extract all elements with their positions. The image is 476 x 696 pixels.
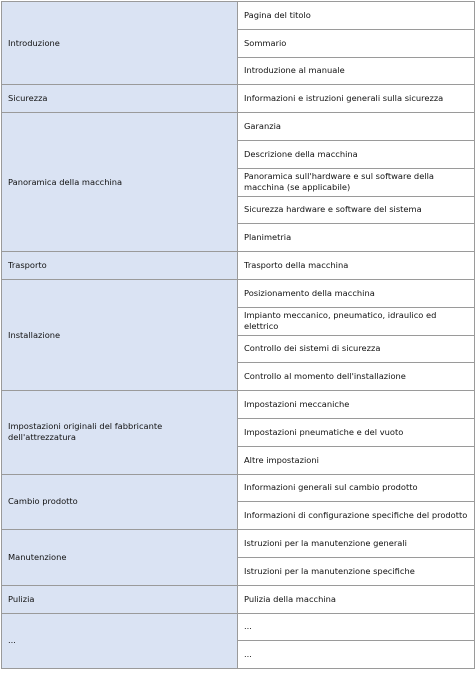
section-item: Istruzioni per la manutenzione specifiche <box>238 557 475 585</box>
section-title: Trasporto <box>2 252 238 280</box>
table-body <box>2 2 475 669</box>
section-item: Controllo dei sistemi di sicurezza <box>238 335 475 363</box>
section-title: Introduzione <box>2 2 238 85</box>
section-title: ... <box>2 613 238 669</box>
section-item: Pagina del titolo <box>238 2 475 30</box>
section-item: Informazioni e istruzioni generali sulla sicurezza <box>238 85 475 113</box>
section-item: ... <box>238 641 475 669</box>
section-title: Panoramica della macchina <box>2 113 238 252</box>
section-title: Impostazioni originali del fabbricante dell'attrezzatura <box>2 391 238 474</box>
section-item: ... <box>238 613 475 641</box>
table-row <box>2 391 475 419</box>
section-item: Sommario <box>238 29 475 57</box>
section-item: Panoramica sull'hardware e sul software della macchina (se applicabile) <box>238 168 475 196</box>
table-row <box>2 113 475 141</box>
section-item: Istruzioni per la manutenzione generali <box>238 530 475 558</box>
section-item: Posizionamento della macchina <box>238 279 475 307</box>
section-title: Pulizia <box>2 585 238 613</box>
table-row <box>2 2 475 30</box>
section-item: Sicurezza hardware e software del sistema <box>238 196 475 224</box>
table-row <box>2 585 475 613</box>
table-row <box>2 613 475 641</box>
section-item: Trasporto della macchina <box>238 252 475 280</box>
section-item: Garanzia <box>238 113 475 141</box>
table-row <box>2 279 475 307</box>
table-row <box>2 530 475 558</box>
section-title: Installazione <box>2 279 238 390</box>
table-row <box>2 252 475 280</box>
section-item: Impianto meccanico, pneumatico, idraulico ed elettrico <box>238 307 475 335</box>
table-row <box>2 85 475 113</box>
section-item: Planimetria <box>238 224 475 252</box>
section-item: Pulizia della macchina <box>238 585 475 613</box>
section-item: Introduzione al manuale <box>238 57 475 85</box>
section-item: Informazioni di configurazione specifiche del prodotto <box>238 502 475 530</box>
manual-contents-table <box>1 1 475 669</box>
section-title: Manutenzione <box>2 530 238 586</box>
section-item: Impostazioni pneumatiche e del vuoto <box>238 418 475 446</box>
section-item: Altre impostazioni <box>238 446 475 474</box>
section-item: Impostazioni meccaniche <box>238 391 475 419</box>
table-row <box>2 474 475 502</box>
section-item: Descrizione della macchina <box>238 140 475 168</box>
section-item: Informazioni generali sul cambio prodotto <box>238 474 475 502</box>
section-item: Controllo al momento dell'installazione <box>238 363 475 391</box>
section-title: Sicurezza <box>2 85 238 113</box>
section-title: Cambio prodotto <box>2 474 238 530</box>
